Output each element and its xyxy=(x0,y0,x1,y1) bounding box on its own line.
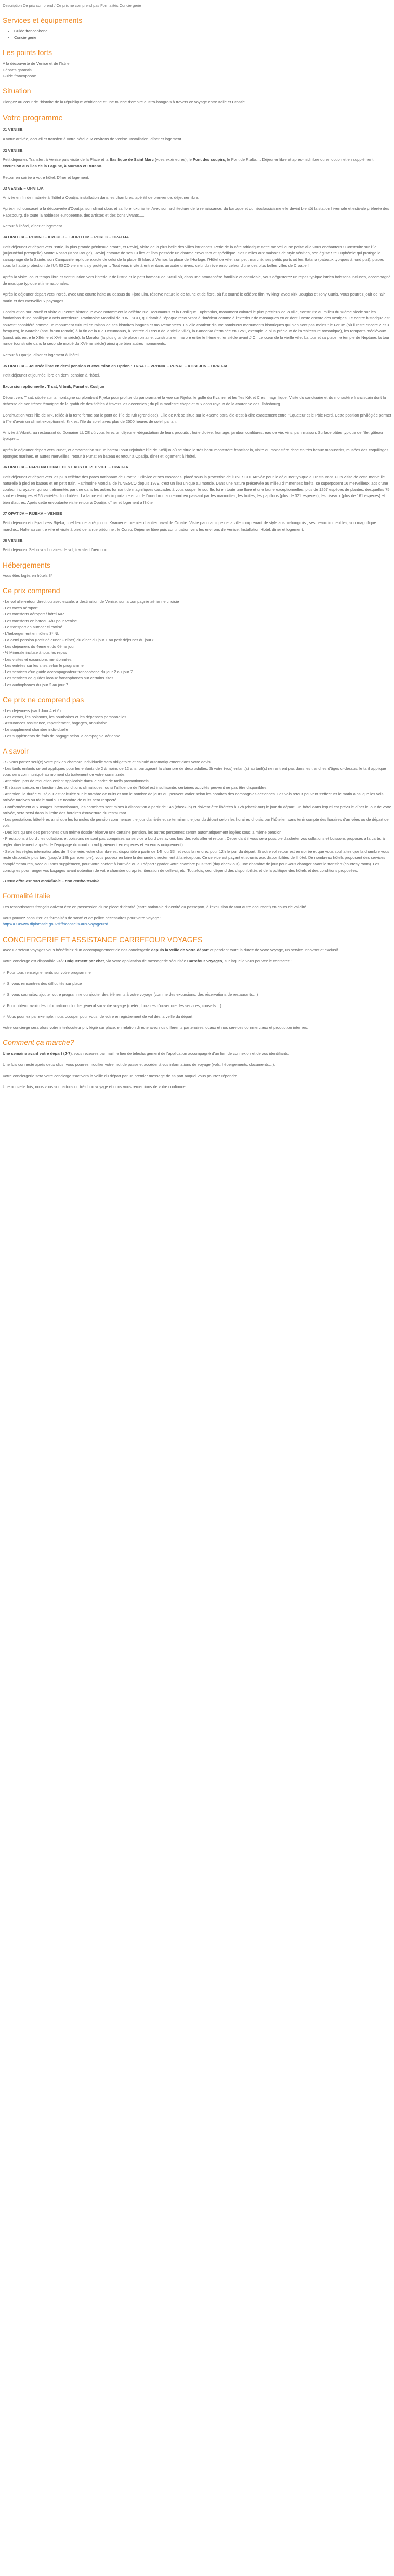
paragraph-bold: Excursion optionnelle : Trsat, Vrbnik, Punat et Kosljun xyxy=(3,384,104,389)
check-item: ✓ Pour tous renseignements sur votre programme xyxy=(3,970,91,975)
list-item: - Les déjeuners (sauf Jour 4 et 6) xyxy=(3,708,61,713)
paragraph: Continuation vers l'île de Krk, reliée à la terre ferme par le pont de l'île de Krk (grandiose). L'île de Krk se situe sur le 45ème parallèle c'est-à-dire exactement entre l'Équateur et le Pôle Nord. Cette position privilégiée permet à l'île d'avoir un climat exceptionnel. Krk est l'île du soleil avec plus de 2500 heures de soleil par an. xyxy=(3,412,391,424)
paragraph: Arrivée en fin de matinée à l'hôtel à Opatija, installation dans les chambres, apéritif de bienvenue, déjeuner libre. xyxy=(3,195,199,200)
list-item: • Guide francophone xyxy=(14,28,391,34)
text: et pendant toute la durée de votre voyage, un service innovant et exclusif. xyxy=(208,948,339,953)
list-item: - Des lors qu'une des personnes d'un même dossier réserve une certaine pension, les autres personnes seront automatiquement logées sous la même pension. xyxy=(3,829,283,835)
list-item: Guide francophone xyxy=(3,74,36,79)
paragraph: Petit déjeuner. Selon vos horaires de vol, transfert l'aéroport xyxy=(3,547,108,553)
paragraph: Vous pouvez consulter les formalités de santé et de police nécessaires pour votre voyage : xyxy=(3,915,162,920)
paragraph: Une fois connecté après deux clics, vous pourrez modifier votre mot de passe et accéder à vos informations de voyage (vols, hébergements, documents…). xyxy=(3,1062,275,1067)
services-title: Services et équipements xyxy=(3,16,83,24)
paragraph: Petit déjeuner et départ vers les plus célèbre des parcs nationaux de Croatie : Plitvice et ses cascades, placé sous la protection de l'UNESCO. Arrivée pour le déjeuner typique au restaurant. Puis visite de cette merveille naturelle à pied en bateau et en petit train. Patrimoine Mondial de l'UNESCO depuis 1979, c'est un lieu unique au monde. Dans une nature préservée au milieu d'immenses forêts, se superposent 16 merveilleux lacs d'une couleur incroyable, qui sont alimentés par une dans les autres formant de magnifiques cascades à vous couper le souffle. Ici en toute une flore et une faune exceptionnelles, plus de 1267 espèces de plantes, desquelles 75 sont endémiques et 55 variétés d'orchidées. La faune est très importante et vu de l'ours brun au renard en passant par les marmottes, les truites, les papillons (plus de 321 espèces), les oiseaux (plus de 161 espèces) et bien d'autres. Après cette envoutante visite retour à Opatija, dîner et logement à l'hôtel. xyxy=(3,474,390,505)
paragraph: Votre concierge sera alors votre interlocuteur privilégié sur place, en relation directe avec nos différents partenaires locaux et nos services commerciaux et production internes. xyxy=(3,1025,308,1030)
list-item: - Les extras, les boissons, les pourboires et les dépenses personnelles xyxy=(3,714,127,719)
day-heading: J8 VENISE xyxy=(3,538,23,543)
day-heading: J6 OPATIJA – PARC NATIONAL DES LACS DE PLITVICE – OPATIJA xyxy=(3,465,128,470)
paragraph xyxy=(3,157,391,170)
necomprend-list xyxy=(3,708,391,740)
text: , sur laquelle vous pouvez le contacter : xyxy=(222,959,292,964)
check-item: ✓ Si vous souhaitez ajouter votre programme ou ajouter des éléments à votre voyage (comme des excursions, des réservations de restaurants…) xyxy=(3,992,258,997)
paragraph xyxy=(3,947,391,954)
paragraph: Après la visite, court temps libre et continuation vers l'intérieur de l'Istrie et le petit hameau de Krculi où, dans une atmosphère familiale et conviviale, vous dégusterez un repas typique istrien boissons incluses, accompagné de musique typique et internationales. xyxy=(3,274,391,286)
list-item: - ½ Minerale incluse à tous les repas xyxy=(3,650,67,655)
paragraph: A votre arrivée, accueil et transfert à votre hôtel aux environs de Venise. Installation, dîner et logement. xyxy=(3,137,182,142)
list-item: - Les prestations hôtelières ainsi que les formules de pension commencent le jour d'arrivée et se terminent le jour du départ selon les horaires choisis par l'hôtelier, sans tenir compte des horaires d'arrivées ou de départ de vols. xyxy=(3,817,389,828)
list-item: - Les suppléments de frais de bagage selon la compagnie aérienne xyxy=(3,733,121,739)
paragraph: Retour en soirée à votre hôtel. Dîner et logement. xyxy=(3,175,89,180)
paragraph: Après le déjeuner départ vers Punat, et embarcation sur un bateau pour rejoindre l'île de Košljun où se situe le très beau monastère franciscain, visite du monastère riche en très beaux manuscrits, musées des coquillages, éponges marines, et autres merveilles, retour à Punat en bateau et retour à Opatija, dîner et logement à l'hôtel. xyxy=(3,447,390,459)
list-item: - Le transport en autocar climatisé xyxy=(3,625,62,630)
list-item: - Les tarifs enfants seront appliqués pour les enfants de 2 à moins de 12 ans, partageant la chambre de deux adultes. Si votre (vos) enfant(s) au tarif(s) ne rentrent pas dans les tranches d'âges ci-dessus, le tarif appliqué vous sera communiqué au moment du traitement de votre commande. xyxy=(3,766,386,777)
list-item: - Selon les règles internationales de l'hôtellerie, votre chambre est disponible à partir de 14h ou 15h et vous la rendrez pour 12h le jour du départ. Si votre vol retour est en soirée et que vous souhaitez que la chambre vous reste disponible plus tard (jusqu'à 18h par exemple), vous pouvez en faire la demande directement à la réception. Ce service est payant et soumis aux disponibilités de l'hôtel. De nombreux hôtels proposent des services complémentaires, avec ou sans supplément, pour votre confort à l'arrivée ou au départ : garder votre chambre plus tard (day check out), une chambre de jour pour vous changer avant le transfert (courtesy room). Les consignes pour ranger vos bagages avant obtention de votre chambre ou après libération de celle-ci, etc. Toutefois, ceci dépend des disponibilités et de la politique des hôtels et des conditions proposées. xyxy=(3,849,389,873)
paragraph: Arrivée à Vrbnik, au restaurant du Domaine LUCE où vous ferez un déjeuner-dégustation de leurs produits : huile d'olive, fromage, jambon confitures, eau de vie, vins, pain maison. Surface pâtes typique de l'île, gâteau typique… xyxy=(3,430,383,441)
text: , vous recevrez par mail, le lien de téléchargement de l'application accompagné d'un lien de connexion et de vos identifiants. xyxy=(71,1051,290,1056)
check-item: ✓ Pour obtenir avoir des informations d'ordre général sur votre voyage (météo, horaires d'ouverture des services, conseils…) xyxy=(3,1003,221,1008)
day-heading: J1 VENISE xyxy=(3,127,23,132)
day-heading: J4 OPATIJA – ROVINJ – KRCULJ – FJORD LIM – POREC – OPATIJA xyxy=(3,235,129,240)
text-bold: Basilique de Saint Marc xyxy=(109,157,154,162)
list-item: - En basse saison, en fonction des conditions climatiques, ou si l'affluence de l'hôtel est insuffisante, certaines activités peuvent ne pas être disponibles. xyxy=(3,785,268,790)
comment-title: Comment ça marche? xyxy=(3,1038,74,1047)
situation-title: Situation xyxy=(3,87,31,96)
list-item: - Attention, pas de réduction enfant applicable dans le cadre de tarifs promotionnels. xyxy=(3,779,150,784)
paragraph: Départ vers Trsat, située sur la montagne surplombant Rijeka pour profiter du panorama et la vue sur Rijeka, le golfe du Kvarner et les îles Krk et Cres, magnifique. Visite du sanctuaire et du monastère franciscain dont la richesse de son trésor témoigne de la gratitude des fidèles à travers les décennies ; du plus modeste chapelet aux dons royaux de la couronne des Habsbourg. xyxy=(3,395,386,407)
list-item: - Les transferts en bateau A/R pour Venise xyxy=(3,618,77,623)
list-item: - Si vous partez seul(e) votre prix en chambre individuelle sera obligatoire et calculé automatiquement dans votre devis. xyxy=(3,759,212,764)
list-item: - Les taxes aéroport xyxy=(3,606,38,611)
list-item: - Le supplément chambre individuelle xyxy=(3,727,68,732)
list-item: - Les audiophones du jour 2 au jour 7 xyxy=(3,682,68,687)
day-heading: J3 VENISE – OPATIJA xyxy=(3,185,44,191)
breadcrumb: Description Ce prix comprend / Ce prix ne comprend pas Formalités Conciergerie xyxy=(3,3,141,8)
text: (vues extérieures), le xyxy=(153,157,193,162)
text: , le Pont de Rialto…. Déjeuner libre et après-midi libre ou en option et en supplément : xyxy=(225,157,376,162)
list-item: - Conformément aux usages internationaux, les chambres sont mises à disposition à partir de 14h (check-in) et doivent être libérées à 12h (check-out) le jour du départ. Un hôtel dans lequel est prévu le dîner le jour de votre arrivée, sera servi dans la limite des horaires d'ouverture du restaurant. xyxy=(3,804,391,815)
text-bold: excursion aux îles de la Lagune, à Murano et Burano. xyxy=(3,164,103,169)
list-item: • Conciergerie xyxy=(14,35,391,41)
comprend-title: Ce prix comprend xyxy=(3,586,60,595)
paragraph xyxy=(3,1051,391,1057)
paragraph: Les ressortissants français doivent être en possession d'une pièce d'identité (carte nationale d'identité ou passeport, à l'exclusion de tout autre document) en cours de validité. xyxy=(3,904,307,909)
list-item: - Cette offre est non modifiable – non remboursable xyxy=(3,878,100,883)
paragraph xyxy=(3,958,391,964)
list-item: - Le vol aller-retour direct ou avec escale, à destination de Venise, sur la compagnie aérienne choisie xyxy=(3,599,179,604)
text-bold: depuis la veille de votre départ xyxy=(151,948,209,953)
paragraph: Votre conciergerie sera votre concierge s'activera la veille du départ par un premier message de sa part auquel vous pourrez répondre. xyxy=(3,1073,239,1078)
list-item: A la découverte de Venise et de l'Istrie xyxy=(3,61,70,66)
forts-title: Les points forts xyxy=(3,48,52,57)
paragraph: Retour à Opatija, dîner et logement à l'hôtel. xyxy=(3,352,80,357)
comprend-list xyxy=(3,599,391,688)
paragraph: Petit déjeuner et départ vers Rijeka, chef lieu de la région du Kvarner et premier chantier naval de Croatie. Visite panoramique de la ville comprenant de style austro-hongrois ; ses beaux immeubles, son magnifique marché... Halte au centre ville et visite à pied de la rue piétonne ; le Corso. Déjeuner libre puis continuation vers les environs de Venise. Installation Hotel, dîner et logement. xyxy=(3,520,376,532)
day-heading: J7 OPATIJA – RIJEKA – VENISE xyxy=(3,511,62,516)
paragraph: Retour à l'hôtel, dîner et logement . xyxy=(3,223,64,229)
check-item: ✓ Vous pourrez par exemple, nous occuper pour vous, de votre enregistrement de vol dès la veille du départ xyxy=(3,1014,193,1019)
asavoir-list xyxy=(3,759,391,885)
list-item: - Assurances assistance, rapatriement, bagages, annulation xyxy=(3,721,108,726)
list-item: - Attention, la durée du séjour est calculée sur le nombre de nuits et non le nombre de jours qui peuvent varier selon les horaires des compagnies aériennes. Les vols retour peuvent s'effectuer le matin ainsi que les vols arrivée tardives ou tôt le matin. Le nombre de nuits sera respecté. xyxy=(3,791,384,803)
formalite-title: Formalité Italie xyxy=(3,892,50,901)
list-item: Départs garantis xyxy=(3,67,32,72)
text-bold: Carrefour Voyages xyxy=(187,959,222,964)
list-item: - La demi pension (Petit déjeuner + dîner) du dîner du jour 1 au petit déjeuner du jour 8 xyxy=(3,637,155,642)
situation-text: Plongez au cœur de l'histoire de la république vénitienne et une touche d'empire austro-hongrois à travers ce voyage entre Italie et Croatie. xyxy=(3,99,246,104)
list-item: - Les visites et excursions mentionnées xyxy=(3,656,72,662)
programme-title: Votre programme xyxy=(3,114,63,123)
paragraph: Après-midi consacré à la découverte d'Opatija, son climat doux et sa flore luxuriante. Avec son architecture de la renaissance, du baroque et du néoclassicisme elle devint bientôt la station hivernale et estivale préférée des Habsbourg, de toute la noblesse européenne, des artistes et des bons vivants..... xyxy=(3,206,389,218)
list-item: - Les déjeuners du 4ème et du 6ème jour xyxy=(3,643,75,649)
paragraph: Continuation sur Poreč et visite du centre historique avec notamment la célèbre rue Decumanus et la Basilique Euphrasius, monument culturel le plus précieux de la ville, construite au milieu du VIème siècle sur les fondations d'une basilique à nefs antérieure. Patrimoine Mondial de l'UNESCO, qui datait à l'époque recouvrant à l'intérieur comme à l'extérieur de mosaïques en or dont il reste encore des vestiges. Le centre historique est souvent considéré comme un monument culturel en raison de ses histoires longues et mouvementées. La ville contient d'autre nombreux monuments historiques qui n'en sont pas moins : le Forum (où il reste encore 2 et 3 fresques), le Marafor (anc. forum romain) à la fin de la rue Decumanus, à l'entrée du cœur de la vieille ville), la Kaneerka (terminée en 1251, exemple le plus précieux de l'architecture romanique), les remparts médiévaux (construits entre le XIIème et XVème siècle), la Marafor (la plus grande place romaine, construite en marbre entre le IIème et Ier siècle avant J.C., Le cœur de la vieille ville. La tour et sa place, le temple de Neptune, la tour ronde (construite dans la seconde moitié du XVème siècle) ainsi que bien autres monuments. xyxy=(3,309,390,346)
check-item: ✓ Si vous rencontrez des difficultés sur place xyxy=(3,981,82,986)
diplomatie-link[interactable]: http://XXXwww.diplomatie.gouv.fr/fr/conseils-aux-voyageurs/ xyxy=(3,922,108,927)
paragraph: Une nouvelle fois, nous vous souhaitons un très bon voyage et nous vous remercions de votre confiance. xyxy=(3,1084,187,1089)
hebergements-title: Hébergements xyxy=(3,560,50,569)
conciergerie-title: CONCIERGERIE ET ASSISTANCE CARREFOUR VOYAGES xyxy=(3,935,203,944)
list-item: - Les entrées sur les sites selon le programme xyxy=(3,663,84,668)
list-item: - Les transferts aéroport / hôtel A/R xyxy=(3,612,64,617)
day-heading: J5 OPATIJA – Journée libre en demi pension et excursion en Option : TRSAT – VRBNIK – PUNAT – KOSLJUN – OPATIJA xyxy=(3,364,228,369)
asavoir-title: A savoir xyxy=(3,747,29,755)
text-bold: Pont des soupirs xyxy=(192,157,225,162)
list-item: - L'hébergement en hôtels 3* NL xyxy=(3,631,60,636)
text: , via votre application de messagerie sécurisée xyxy=(104,959,187,964)
text-bold-underline: uniquement par chat xyxy=(65,959,104,964)
necomprend-title: Ce prix ne comprend pas xyxy=(3,695,84,704)
list-item: - Prestations à bord : les collations et boissons ne sont pas comprises au service à bord des avions lors des vols aller et retour ; Cependant il vous sera possible d'acheter vos collations et boissons proposés à la carte, à régler directement auprès de l'équipage du court du vol (paiement en espèces et en euros uniquement). xyxy=(3,836,385,848)
text: Avec Carrefour Voyages vous bénéficiez d'un accompagnement de nos conciergerie xyxy=(3,948,151,953)
paragraph: Vous êtes logés en hôtels 3* xyxy=(3,573,52,579)
text: Petit déjeuner. Transfert à Venise puis visite de la Place et la xyxy=(3,157,110,162)
paragraph: Après le déjeuner départ vers Poreč, avec une courte halte au dessus du Fjord Lim, réserve naturelle de faune et de flore, où fut tourné le célèbre film "Wiking" avec Kirk Douglas et Tony Curtis. Vous pourrez jouir de l'air marin et des merveilleux paysages. xyxy=(3,292,385,303)
forts-list xyxy=(3,61,391,80)
day-heading: J2 VENISE xyxy=(3,147,23,153)
paragraph: Petit déjeuner et journée libre en demi pension à l'hôtel, xyxy=(3,373,100,378)
text: Votre concierge est disponible 24/7 xyxy=(3,959,65,964)
text-bold: Une semaine avant votre départ (J-7) xyxy=(3,1051,72,1056)
page xyxy=(0,0,394,1105)
list-item: - Les services de guides locaux francophones sur certains sites xyxy=(3,676,114,681)
services-list xyxy=(3,28,391,41)
paragraph: Petit déjeuner et départ vers l'Istrie, la plus grande péninsule croate, et Rovinj, visite de la plus belle des villes istriennes. Perle de la côte adriatique cette merveilleuse petite ville vous enchantera ! Construite sur l'île (aujourd'hui presqu'île) Monte Rosso (Mont Rouge), Rovinj entoure de ses 13 îles et îlots possède un charme envoutant et spécifique. Ses ruelles aux maisons de style vénitien, son église Ste Euphémie qui protège le sarcophage de la Sainte, son Campanile réplique exacte de celui de la place St Marc à Venise, la place de l'Horloge, l'Hôtel de ville, son petit marché, ses petits ports où les Batana (bateaux typiques à fond plat), places sous la haute protection de l'UNESCO viennent s'y protéger… Tout vous invite à entrer dans un autre univers, celui du rêve ensorceleur d'une des plus belles villes de Croatie ! xyxy=(3,244,384,269)
list-item: - Les services d'un guide accompagnateur francophone du jour 2 au jour 7 xyxy=(3,669,133,675)
